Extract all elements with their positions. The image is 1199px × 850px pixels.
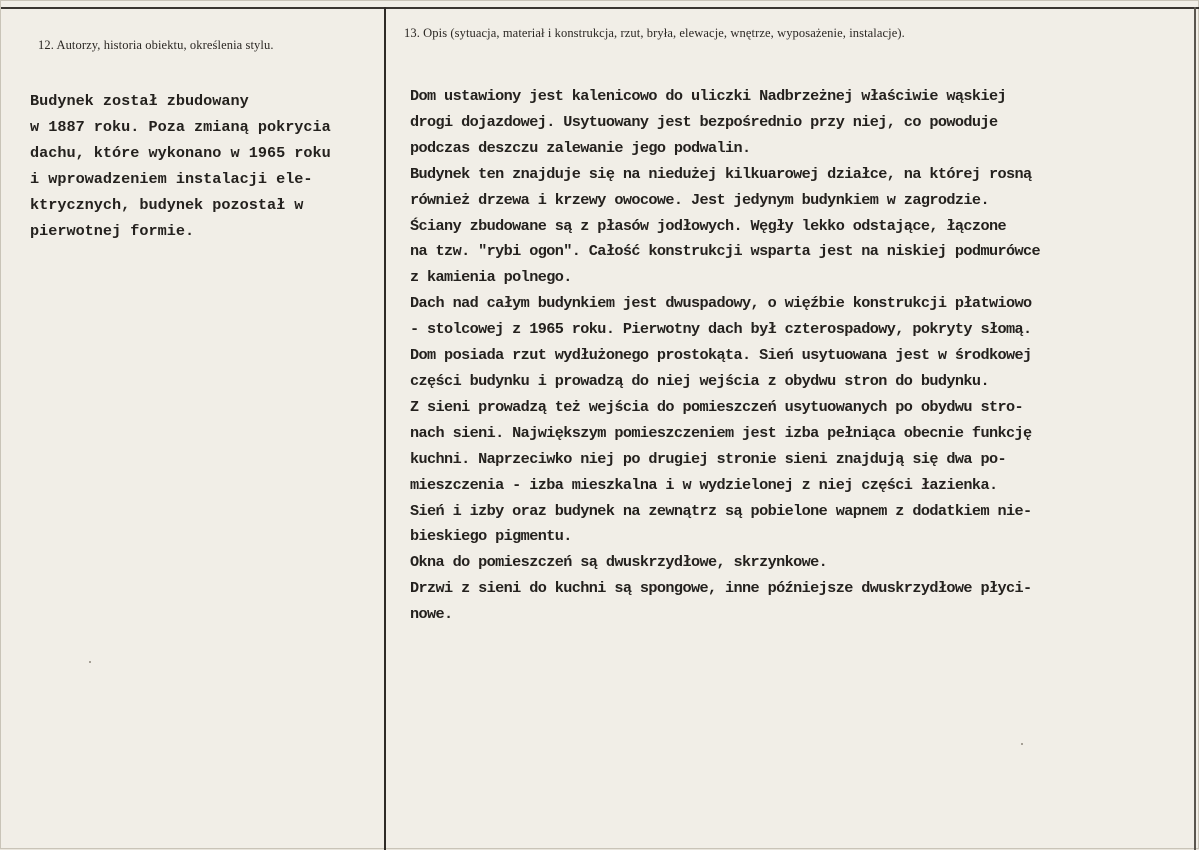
section-13-line: bieskiego pigmentu. [410,527,572,546]
top-border-line [1,7,1199,9]
section-13-header: 13. Opis (sytuacja, materiał i konstrukcja, rzut, bryła, elewacje, wnętrze, wyposażenie, instalacje). [404,26,905,40]
section-13-line: Budynek ten znajduje się na niedużej kilkuarowej działce, na której rosną [410,164,1032,183]
section-13-line: drogi dojazdowej. Usytuowany jest bezpośrednio przy niej, co powoduje [410,112,998,131]
section-13-line: Dom ustawiony jest kalenicowo do uliczki Nadbrzeżnej właściwie wąskiej [410,87,1006,105]
paper-speck [89,661,91,663]
section-12-line: dachu, które wykonano w 1965 roku [30,143,331,162]
section-13-line: Dom posiada rzut wydłużonego prostokąta. Sień usytuowana jest w środkowej [410,346,1032,365]
paper-speck [1021,743,1023,745]
section-13-line: Drzwi z sieni do kuchni są spongowe, inne późniejsze dwuskrzydłowe płyci- [410,579,1032,598]
column-divider [384,7,386,850]
section-13-line: Dach nad całym budynkiem jest dwuspadowy, o więźbie konstrukcji płatwiowo [410,294,1032,313]
section-13-line: kuchni. Naprzeciwko niej po drugiej stronie sieni znajdują się dwa po- [410,449,1006,468]
section-13-line: nowe. [410,605,453,624]
section-13-line: na tzw. "rybi ogon". Całość konstrukcji wsparta jest na niskiej podmurówce [410,242,1041,261]
section-13-line: Ściany zbudowane są z płasów jodłowych. Węgły lekko odstające, łączone [410,216,1006,235]
section-12-line: Budynek został zbudowany [30,92,249,110]
section-13-body [410,84,1040,628]
section-12-line: ktrycznych, budynek pozostał w [30,195,304,214]
section-13-line: Sień i izby oraz budynek na zewnątrz są pobielone wapnem z dodatkiem nie- [410,501,1032,520]
section-13-line: Okna do pomieszczeń są dwuskrzydłowe, skrzynkowe. [410,553,828,572]
section-12-line: i wprowadzeniem instalacji ele- [30,169,313,188]
section-13-line: podczas deszczu zalewanie jego podwalin. [410,138,751,157]
section-13-line: mieszczenia - izba mieszkalna i w wydzielonej z niej części łazienka. [410,475,998,494]
section-13-line: - stolcowej z 1965 roku. Pierwotny dach był czterospadowy, pokryty słomą. [410,320,1032,339]
section-13-line: nach sieni. Największym pomieszczeniem jest izba pełniąca obecnie funkcję [410,423,1032,442]
section-12-header: 12. Autorzy, historia obiektu, określenia stylu. [38,38,274,52]
section-12-body [30,89,331,244]
right-border-line [1194,7,1196,850]
section-12-line: w 1887 roku. Poza zmianą pokrycia [30,117,331,136]
section-13-line: Z sieni prowadzą też wejścia do pomieszczeń usytuowanych po obydwu stro- [410,397,1024,416]
section-13-line: z kamienia polnego. [410,268,572,287]
section-12-line: pierwotnej formie. [30,221,195,240]
section-13-line: części budynku i prowadzą do niej wejścia z obydwu stron do budynku. [410,371,989,390]
section-13-line: również drzewa i krzewy owocowe. Jest jedynym budynkiem w zagrodzie. [410,190,989,209]
